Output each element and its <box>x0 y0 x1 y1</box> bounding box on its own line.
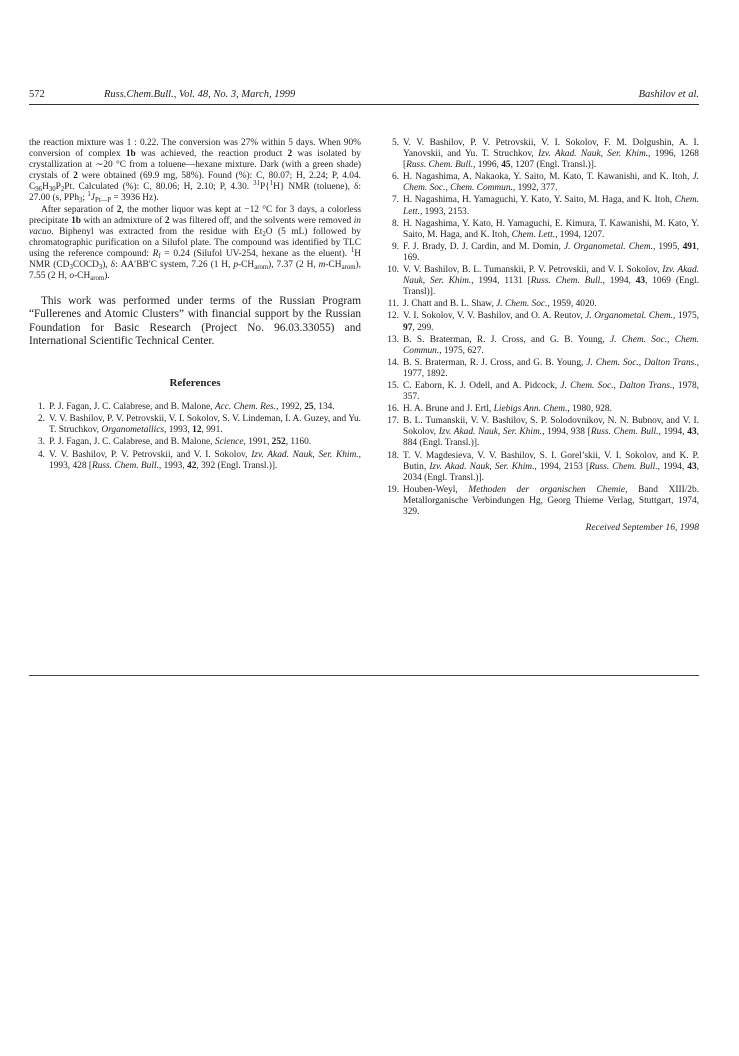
references-heading: References <box>169 377 221 390</box>
experimental-paragraph-1: the reaction mixture was 1 : 0.22. The conversion was 27% within 5 days. When 90% conversion of complex 1b was achieved, the reaction product 2 was isolated by crystallization at ∼20 °C from a toluene—hexane mixture. Dark (with a green shade) crystals of 2 were obtained (69.9 mg, 58%). Found (%): C, 80.07; H, 2.24; P, 4.04. $C_{96}H_{30}P_2Pt$. Calculated (%): C, 80.06; H, 2.10; P, 4.30. $^{31}$P{$^1$H} NMR (toluene), δ: 27.00 (s, PPh$_3$; $^1J_{Pt—P} = 3936$ Hz). <box>29 138 361 205</box>
reference-item: 2. V. V. Bashilov, P. V. Petrovskii, V. I. Sokolov, S. V. Lindeman, I. A. Guzey, and Yu. T. Struchkov, Organometallics, 1993, 12, 991. <box>37 414 361 436</box>
reference-item: 4. V. V. Bashilov, P. V. Petrovskii, and V. I. Sokolov, Izv. Akad. Nauk, Ser. Khim., 1993, 428 [Russ. Chem. Bull., 1993, 42, 392 (Engl. Transl.)]. <box>37 449 361 471</box>
reference-item: 7. H. Nagashima, H. Yamaguchi, Y. Kato, Y. Saito, M. Haga, and K. Itoh, Chem. Lett., 1993, 2153. <box>391 195 699 217</box>
footer-rule <box>29 675 699 676</box>
running-header <box>29 88 699 104</box>
received-date: Received September 16, 1998 <box>585 522 699 534</box>
reference-item: 18. T. V. Magdesieva, V. V. Bashilov, S. I. Gorel’skii, V. I. Sokolov, and K. P. Butin, Izv. Akad. Nauk, Ser. Khim., 1994, 2153 [Russ. Chem. Bull., 1994, 43, 2034 (Engl. Transl.)]. <box>387 450 700 483</box>
reference-item: 17. B. L. Tumanskii, V. V. Bashilov, S. P. Solodovnikov, N. N. Bubnov, and V. I. Sokolov, Izv. Akad. Nauk, Ser. Khim., 1994, 938 [Russ. Chem. Bull., 1994, 43, 884 (Engl. Transl.)]. <box>387 416 700 449</box>
experimental-paragraph-2: After separation of 2, the mother liquor was kept at −12 °C for 3 days, a colorless precipitate 1b with an admixture of 2 was filtered off, and the solvents were removed in vacuo. Biphenyl was extracted from the residue with $Et_2O$ (5 mL) followed by chromatographic purification on a Silufol plate. The compound was identified by TLC using the reference compound: $R_f = 0.24$ (Silufol UV-254, hexane as the eluent). $^1$H NMR $(CD_3COCD_3)$, δ: AA′BB′C system, 7.26 (1 H, $p-CH_{arom}$), 7.37 (2 H, $m-CH_{arom}$), 7.55 (2 H, $o-CH_{arom}$). <box>29 204 362 283</box>
right-column <box>383 138 699 533</box>
reference-item: 3. P. J. Fagan, J. C. Calabrese, and B. Malone, Science, 1991, 252, 1160. <box>37 437 312 448</box>
reference-item: 14. B. S. Braterman, R. J. Cross, and G. B. Young, J. Chem. Soc., Dalton Trans., 1977, 1892. <box>387 357 699 379</box>
reference-item: 19. Houben-Weyl, Methoden der organischen Chemie, Band XIII/2b. Metallorganische Verbindungen Hg, Georg Thieme Verlag, Stuttgart, 1974, 329. <box>387 484 700 517</box>
reference-item: 10. V. V. Bashilov, B. L. Tumanskii, P. V. Petrovskii, and V. I. Sokolov, Izv. Akad. Nauk, Ser. Khim., 1994, 1131 [Russ. Chem. Bull., 1994, 43, 1069 (Engl. Transl)]. <box>387 265 700 298</box>
reference-item: 13. B. S. Braterman, R. J. Cross, and G. B. Young, J. Chem. Soc., Chem. Commun., 1975, 627. <box>387 334 699 356</box>
reference-item: 16. H. A. Brune and J. Ertl, Liebigs Ann. Chem., 1980, 928. <box>387 404 612 415</box>
journal-citation: Russ.Chem.Bull., Vol. 48, No. 3, March, 1999 <box>104 89 296 100</box>
reference-item: 9. F. J. Brady, D. J. Cardin, and M. Domin, J. Organometal. Chem., 1995, 491, 169. <box>391 241 699 263</box>
reference-item: 5. V. V. Bashilov, P. V. Petrovskii, V. I. Sokolov, F. M. Dolgushin, A. I. Yanovskii, and Yu. T. Struchkov, Izv. Akad. Nauk, Ser. Khim., 1996, 1268 [Russ. Chem. Bull., 1996, 45, 1207 (Engl. Transl.)]. <box>391 138 699 171</box>
reference-item: 12. V. I. Sokolov, V. V. Bashilov, and O. A. Reutov, J. Organometal. Chem., 1975, 97, 299. <box>387 311 699 333</box>
acknowledgment: This work was performed under terms of the Russian Program “Fullerenes and Atomic Clusters” with financial support by the Russian Foundation for Basic Research (Project No. 96.03.33055) and International Scientific Technical Center. <box>29 295 361 347</box>
reference-item: 11. J. Chatt and B. L. Shaw, J. Chem. Soc., 1959, 4020. <box>387 299 597 310</box>
page-number: 572 <box>29 89 45 100</box>
header-rule <box>29 104 699 105</box>
running-author: Bashilov et al. <box>638 89 699 100</box>
left-column <box>29 138 361 473</box>
reference-item: 15. C. Eaborn, K. J. Odell, and A. Pidcock, J. Chem. Soc., Dalton Trans., 1978, 357. <box>387 380 699 403</box>
reference-item: 8. H. Nagashima, Y. Kato, H. Yamaguchi, E. Kimura, T. Kawanishi, M. Kato, Y. Saito, M. Haga, and K. Itoh, Chem. Lett., 1994, 1207. <box>391 218 699 240</box>
reference-item: 6. H. Nagashima, A. Nakaoka, Y. Saito, M. Kato, T. Kawanishi, and K. Itoh, J. Chem. Soc., Chem. Commun., 1992, 377. <box>391 172 699 194</box>
reference-item: 1. P. J. Fagan, J. C. Calabrese, and B. Malone, Acc. Chem. Res., 1992, 25, 134. <box>37 402 335 413</box>
